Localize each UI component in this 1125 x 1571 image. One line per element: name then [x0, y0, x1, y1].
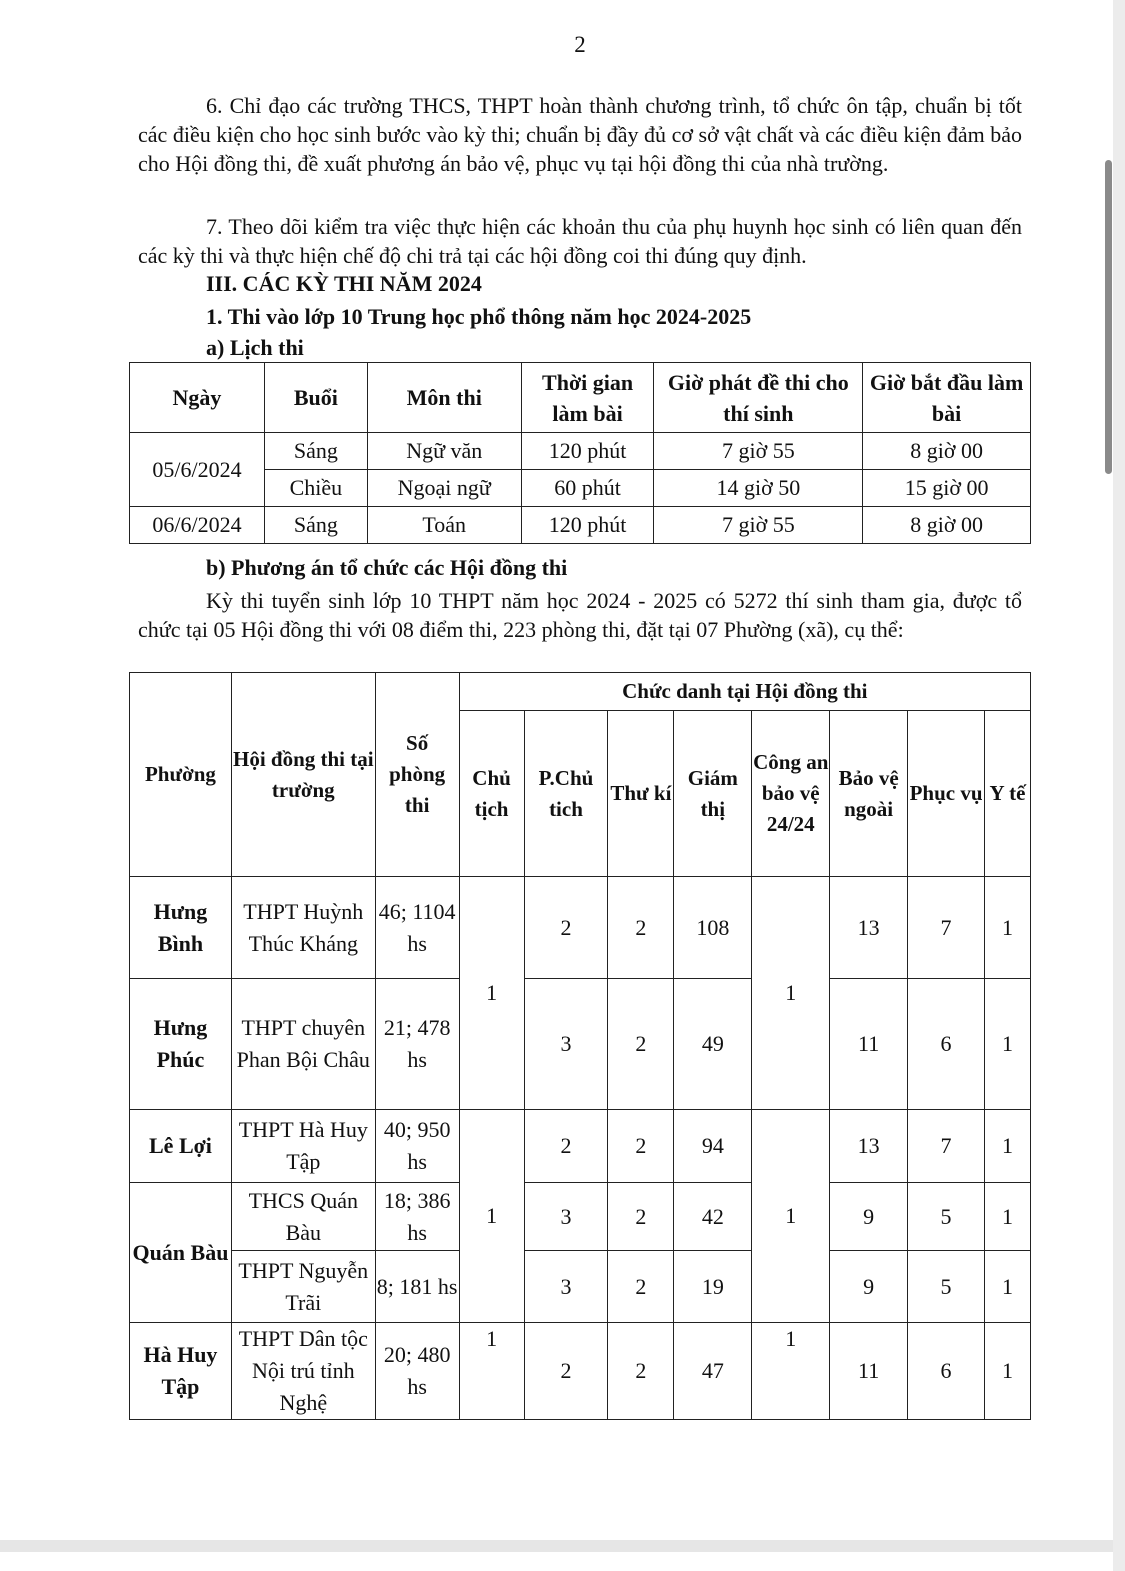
cell-school: THPT chuyên Phan Bội Châu: [231, 979, 375, 1110]
cell-proctor: 108: [674, 877, 752, 979]
cell-school: THPT Dân tộc Nội trú tỉnh Nghệ: [231, 1323, 375, 1420]
header-date: Ngày: [130, 363, 265, 433]
cell-secretary: 2: [608, 877, 674, 979]
cell-duration: 120 phút: [521, 433, 654, 470]
cell-secretary: 2: [608, 1110, 674, 1183]
council-header-row-1: [130, 673, 1031, 711]
cell-duration: 120 phút: [521, 507, 654, 544]
cell-medical: 1: [985, 877, 1031, 979]
cell-vice-chair: 3: [524, 1183, 608, 1251]
cell-guard: 13: [830, 1110, 908, 1183]
section-3-title: III. CÁC KỲ THI NĂM 2024: [206, 271, 482, 296]
cell-police: 1: [752, 1323, 830, 1420]
cell-dispatch: 14 giờ 50: [654, 470, 863, 507]
cell-rooms: 20; 480 hs: [375, 1323, 459, 1420]
cell-start: 8 giờ 00: [863, 507, 1031, 544]
cell-medical: 1: [985, 1183, 1031, 1251]
cell-secretary: 2: [608, 979, 674, 1110]
page-number: 2: [574, 32, 586, 57]
header-positions-group: Chức danh tại Hội đồng thi: [459, 673, 1030, 711]
cell-proctor: 94: [674, 1110, 752, 1183]
cell-rooms: 21; 478 hs: [375, 979, 459, 1110]
table-row: [130, 507, 1031, 544]
header-start-time: Giờ bắt đầu làm bài: [863, 363, 1031, 433]
cell-subject: Ngoại ngữ: [367, 470, 521, 507]
exam-schedule-table: [129, 362, 1031, 544]
table-row: [130, 470, 1031, 507]
cell-proctor: 42: [674, 1183, 752, 1251]
cell-ward: Lê Lợi: [130, 1110, 232, 1183]
cell-ward: Hưng Phúc: [130, 979, 232, 1110]
header-duration: Thời gian làm bài: [521, 363, 654, 433]
subsection-1-title: 1. Thi vào lớp 10 Trung học phổ thông năm học 2024-2025: [206, 304, 752, 329]
paragraph-item-6: 6. Chỉ đạo các trường THCS, THPT hoàn thành chương trình, tổ chức ôn tập, chuẩn bị tốt các điều kiện cho học sinh bước vào kỳ thi; chuẩn bị đầy đủ cơ sở vật chất và các điều kiện đảm bảo cho Hội đồng thi, đề xuất phương án bảo vệ, phục vụ tại hội đồng thi của nhà trường.: [138, 93, 1022, 176]
cell-vice-chair: 3: [524, 979, 608, 1110]
cell-ward: Hưng Bình: [130, 877, 232, 979]
table-row: [130, 433, 1031, 470]
cell-ward: Quán Bàu: [130, 1183, 232, 1323]
cell-dispatch: 7 giờ 55: [654, 507, 863, 544]
paragraph-subsection-b: Kỳ thi tuyển sinh lớp 10 THPT năm học 2024 - 2025 có 5272 thí sinh tham gia, được tổ chức tại 05 Hội đồng thi với 08 điểm thi, 223 phòng thi, đặt tại 07 Phường (xã), cụ thể:: [138, 588, 1022, 642]
header-vice-chair: P.Chủ tich: [524, 711, 608, 877]
header-school: Hội đồng thi tại trường: [231, 673, 375, 877]
cell-proctor: 49: [674, 979, 752, 1110]
cell-duration: 60 phút: [521, 470, 654, 507]
cell-service: 5: [908, 1251, 985, 1323]
table-row: [130, 979, 1031, 1110]
cell-secretary: 2: [608, 1183, 674, 1251]
table-row: [130, 877, 1031, 979]
subsection-b-title: b) Phương án tổ chức các Hội đồng thi: [206, 555, 568, 580]
cell-medical: 1: [985, 1110, 1031, 1183]
scrollbar-thumb[interactable]: [1105, 160, 1112, 474]
table-row: [130, 1183, 1031, 1251]
cell-chair: 1: [459, 1110, 524, 1323]
cell-medical: 1: [985, 1251, 1031, 1323]
cell-ward: Hà Huy Tập: [130, 1323, 232, 1420]
cell-guard: 9: [830, 1183, 908, 1251]
cell-subject: Toán: [367, 507, 521, 544]
table-row: [130, 1251, 1031, 1323]
table-row: [130, 1110, 1031, 1183]
cell-secretary: 2: [608, 1251, 674, 1323]
cell-service: 5: [908, 1183, 985, 1251]
cell-date: 05/6/2024: [130, 433, 265, 507]
cell-proctor: 47: [674, 1323, 752, 1420]
cell-guard: 11: [830, 979, 908, 1110]
cell-session: Sáng: [264, 433, 367, 470]
header-subject: Môn thi: [367, 363, 521, 433]
next-page-edge: [0, 1552, 1113, 1571]
cell-guard: 9: [830, 1251, 908, 1323]
cell-proctor: 19: [674, 1251, 752, 1323]
cell-medical: 1: [985, 1323, 1031, 1420]
cell-guard: 11: [830, 1323, 908, 1420]
cell-school: THPT Hà Huy Tập: [231, 1110, 375, 1183]
cell-vice-chair: 2: [524, 1110, 608, 1183]
cell-subject: Ngữ văn: [367, 433, 521, 470]
subsection-a-title: a) Lịch thi: [206, 335, 304, 360]
header-rooms: Số phòng thi: [375, 673, 459, 877]
cell-school: THCS Quán Bàu: [231, 1183, 375, 1251]
header-service: Phục vụ: [908, 711, 985, 877]
cell-service: 6: [908, 1323, 985, 1420]
cell-vice-chair: 3: [524, 1251, 608, 1323]
cell-service: 6: [908, 979, 985, 1110]
cell-guard: 13: [830, 877, 908, 979]
header-session: Buổi: [264, 363, 367, 433]
header-secretary: Thư kí: [608, 711, 674, 877]
header-chair: Chủ tịch: [459, 711, 524, 877]
schedule-header-row: [130, 363, 1031, 433]
cell-session: Sáng: [264, 507, 367, 544]
paragraph-item-7: 7. Theo dõi kiểm tra việc thực hiện các khoản thu của phụ huynh học sinh có liên quan đến các kỳ thi và thực hiện chế độ chi trả tại các hội đồng coi thi đúng quy định.: [138, 214, 1022, 268]
cell-medical: 1: [985, 979, 1031, 1110]
header-ward: Phường: [130, 673, 232, 877]
header-proctor: Giám thị: [674, 711, 752, 877]
cell-rooms: 40; 950 hs: [375, 1110, 459, 1183]
cell-rooms: 8; 181 hs: [375, 1251, 459, 1323]
cell-vice-chair: 2: [524, 1323, 608, 1420]
exam-council-table: [129, 672, 1031, 1420]
cell-chair: 1: [459, 1323, 524, 1420]
cell-vice-chair: 2: [524, 877, 608, 979]
scrollbar-track[interactable]: [1113, 0, 1125, 1571]
cell-rooms: 46; 1104 hs: [375, 877, 459, 979]
cell-service: 7: [908, 877, 985, 979]
cell-school: THPT Nguyễn Trãi: [231, 1251, 375, 1323]
cell-secretary: 2: [608, 1323, 674, 1420]
cell-police: 1: [752, 1110, 830, 1323]
cell-rooms: 18; 386 hs: [375, 1183, 459, 1251]
header-medical: Y tế: [985, 711, 1031, 877]
cell-service: 7: [908, 1110, 985, 1183]
header-police: Công an bảo vệ 24/24: [752, 711, 830, 877]
cell-date: 06/6/2024: [130, 507, 265, 544]
cell-police: 1: [752, 877, 830, 1110]
cell-start: 15 giờ 00: [863, 470, 1031, 507]
cell-school: THPT Huỳnh Thúc Kháng: [231, 877, 375, 979]
cell-chair: 1: [459, 877, 524, 1110]
header-dispatch-time: Giờ phát đề thi cho thí sinh: [654, 363, 863, 433]
cell-dispatch: 7 giờ 55: [654, 433, 863, 470]
table-row: [130, 1323, 1031, 1420]
cell-session: Chiều: [264, 470, 367, 507]
header-guard: Bảo vệ ngoài: [830, 711, 908, 877]
cell-start: 8 giờ 00: [863, 433, 1031, 470]
